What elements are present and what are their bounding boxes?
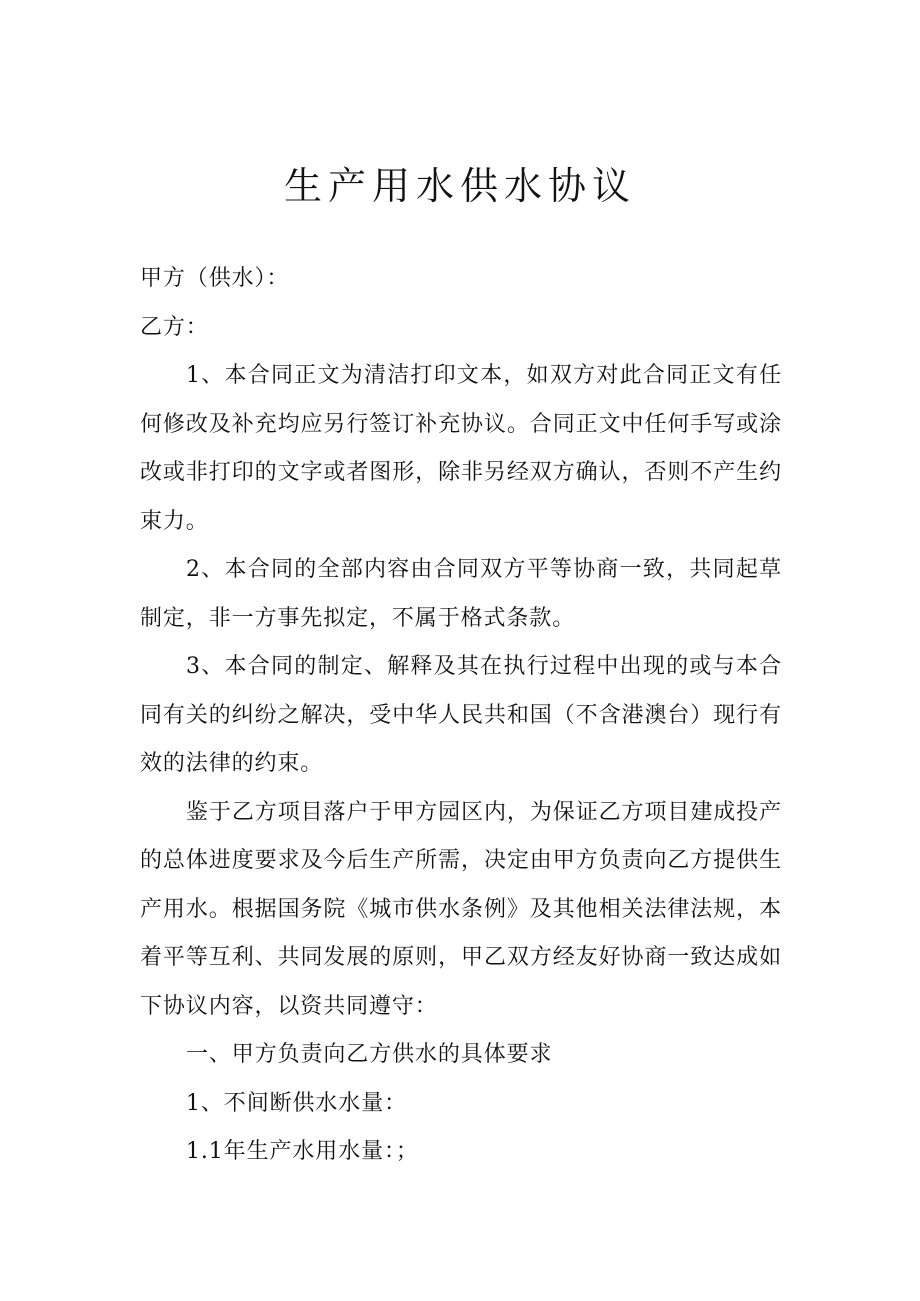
subsection-heading: 1、不间断供水水量： <box>186 1090 407 1116</box>
party-a-line: 甲方（供水）： <box>140 266 290 291</box>
document-body <box>140 255 782 1177</box>
preamble-paragraph: 鉴于乙方项目落户于甲方园区内，为保证乙方项目建成投产的总体进度要求及今后生产所需，决定由甲方负责向乙方提供生产用水。根据国务院《城市供水条例》及其他相关法律法规，本着平等互利、共同发展的原则，甲乙双方经友好协商一致达成如下协议内容，以资共同遵守： <box>140 799 782 1019</box>
document-title: 生产用水供水协议 <box>283 164 636 208</box>
party-b-line: 乙方： <box>140 314 209 340</box>
clause-2-paragraph: 2、本合同的全部内容由合同双方平等协商一致，共同起草制定，非一方事先拟定，不属于格式条款。 <box>140 557 782 631</box>
clause-1-paragraph: 1、本合同正文为清洁打印文本，如双方对此合同正文有任何修改及补充均应另行签订补充协议。合同正文中任何手写或涂改或非打印的文字或者图形，除非另经双方确认，否则不产生约束力。 <box>140 363 782 534</box>
section-heading: 一、甲方负责向乙方供水的具体要求 <box>186 1042 553 1067</box>
subsection-item: 1.1年生产水用水量：； <box>186 1139 419 1164</box>
clause-3-paragraph: 3、本合同的制定、解释及其在执行过程中出现的或与本合同有关的纠纷之解决，受中华人民共和国（不含港澳台）现行有效的法律的约束。 <box>140 654 782 776</box>
